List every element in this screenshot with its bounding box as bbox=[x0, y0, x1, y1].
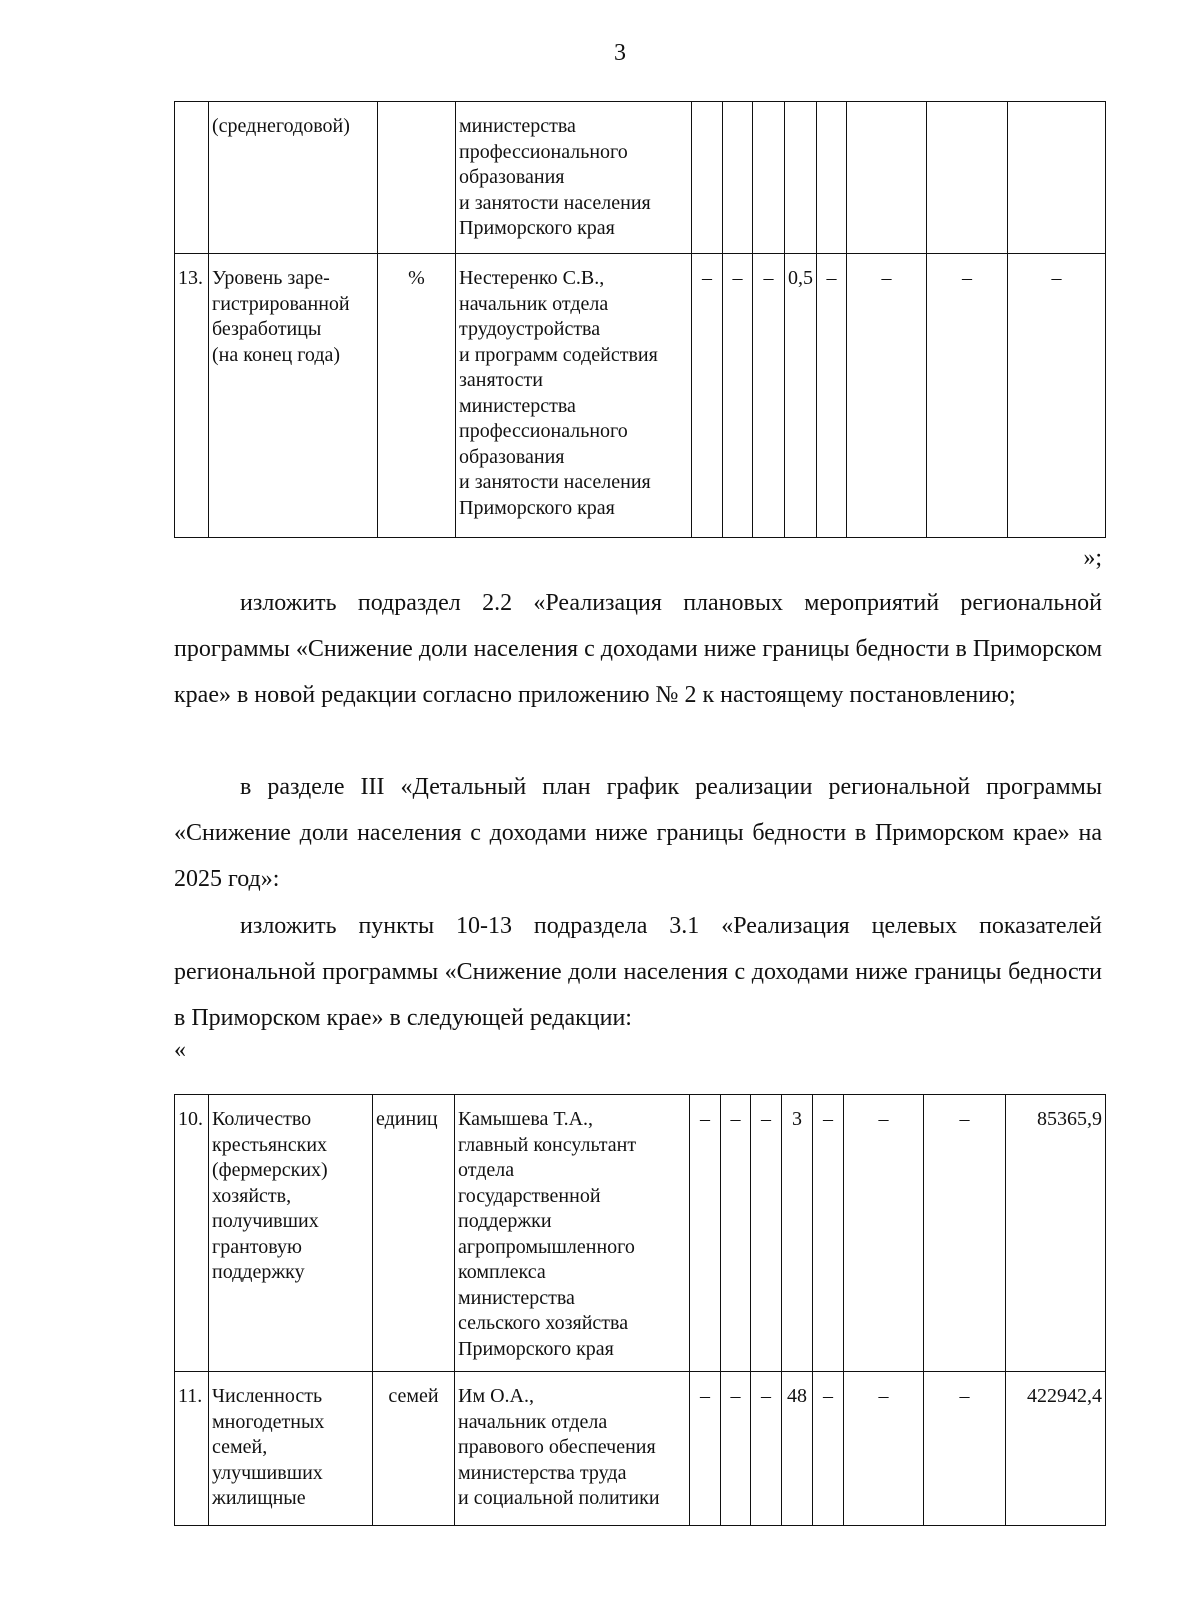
paragraph-text: изложить пункты 10-13 подраздела 3.1 «Реализация целевых показателей региональной программы «Снижение доли населения с доходами ниже границы бедности в Приморском крае» в следующей редакции: bbox=[174, 913, 1102, 1031]
responsible-person: Им О.А., начальник отдела правового обеспечения министерства труда и социальной политики bbox=[455, 1372, 690, 1526]
value-cell: – bbox=[692, 254, 723, 538]
value-cell bbox=[927, 102, 1008, 254]
value-cell: – bbox=[751, 1372, 782, 1526]
value-cell bbox=[847, 102, 927, 254]
table-row bbox=[175, 102, 1106, 254]
value-cell: – bbox=[753, 254, 785, 538]
value-cell: 0,5 bbox=[785, 254, 817, 538]
value-cell: – bbox=[927, 254, 1008, 538]
value-cell: – bbox=[723, 254, 753, 538]
indicators-table bbox=[174, 1094, 1106, 1526]
paragraph-text: изложить подраздел 2.2 «Реализация плановых мероприятий региональной программы «Снижение доли населения с доходами ниже границы бедности в Приморском крае» в новой редакции согласно приложению № 2 к настоящему постановлению; bbox=[174, 590, 1102, 708]
paragraph-text: в разделе III «Детальный план график реализации региональной программы «Снижение доли населения с доходами ниже границы бедности в Приморском крае» на 2025 год»: bbox=[174, 774, 1102, 892]
opening-quote: « bbox=[174, 1037, 186, 1063]
table-row bbox=[175, 1095, 1106, 1372]
value-cell: – bbox=[1008, 254, 1106, 538]
funding-amount: 422942,4 bbox=[1006, 1372, 1106, 1526]
value-cell: – bbox=[924, 1372, 1006, 1526]
indicator-name: Уровень заре- гистрированной безработицы (на конец года) bbox=[209, 254, 378, 538]
unit: единиц bbox=[373, 1095, 455, 1372]
value-cell bbox=[692, 102, 723, 254]
value-cell: – bbox=[924, 1095, 1006, 1372]
paragraph-subsection-2-2 bbox=[174, 580, 1102, 718]
row-number: 10. bbox=[175, 1095, 209, 1372]
value-cell: – bbox=[847, 254, 927, 538]
responsible-person: Камышева Т.А., главный консультант отдела государственной поддержки агропромышленного комплекса министерства сельского хозяйства Приморского края bbox=[455, 1095, 690, 1372]
unit: % bbox=[378, 254, 456, 538]
value-cell bbox=[753, 102, 785, 254]
unit: семей bbox=[373, 1372, 455, 1526]
value-cell bbox=[1008, 102, 1106, 254]
value-cell: – bbox=[817, 254, 847, 538]
indicator-name: (среднегодовой) bbox=[209, 102, 378, 254]
funding-amount: 85365,9 bbox=[1006, 1095, 1106, 1372]
value-cell bbox=[817, 102, 847, 254]
indicator-name: Численность многодетных семей, улучшивших жилищные bbox=[209, 1372, 373, 1526]
value-cell: – bbox=[690, 1372, 721, 1526]
value-cell: – bbox=[721, 1372, 751, 1526]
paragraph-subsection-3-1 bbox=[174, 903, 1102, 1041]
value-cell bbox=[723, 102, 753, 254]
value-cell: – bbox=[844, 1372, 924, 1526]
value-cell: 48 bbox=[782, 1372, 813, 1526]
row-number: 13. bbox=[175, 254, 209, 538]
value-cell: – bbox=[751, 1095, 782, 1372]
page-number: 3 bbox=[614, 40, 626, 66]
closing-quote: »; bbox=[1083, 545, 1102, 571]
value-cell: – bbox=[844, 1095, 924, 1372]
row-number: 11. bbox=[175, 1372, 209, 1526]
responsible-person: Нестеренко С.В., начальник отдела трудоустройства и программ содействия занятости министерства профессионального образования и занятости населения Приморского края bbox=[456, 254, 692, 538]
responsible-person: министерства профессионального образования и занятости населения Приморского края bbox=[456, 102, 692, 254]
row-number bbox=[175, 102, 209, 254]
unit bbox=[378, 102, 456, 254]
value-cell: – bbox=[721, 1095, 751, 1372]
value-cell: – bbox=[690, 1095, 721, 1372]
indicators-table-continued bbox=[174, 101, 1106, 538]
value-cell: – bbox=[813, 1095, 844, 1372]
indicator-name: Количество крестьянских (фермерских) хозяйств, получивших грантовую поддержку bbox=[209, 1095, 373, 1372]
value-cell: 3 bbox=[782, 1095, 813, 1372]
value-cell bbox=[785, 102, 817, 254]
table-row bbox=[175, 254, 1106, 538]
value-cell: – bbox=[813, 1372, 844, 1526]
table-row bbox=[175, 1372, 1106, 1526]
paragraph-section-3 bbox=[174, 764, 1102, 902]
